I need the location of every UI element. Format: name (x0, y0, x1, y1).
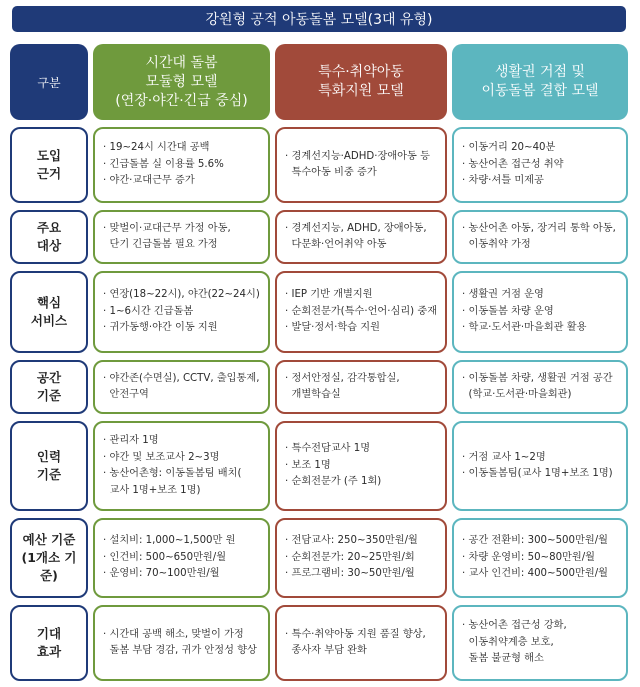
cell-local-hub (452, 210, 628, 264)
cell-special-needs (275, 127, 447, 203)
row-label-text: 핵심 서비스 (30, 295, 68, 328)
cell-text: · 특수·취약아동 지원 품질 향상, 종사자 부담 완화 (285, 628, 426, 656)
cell-special-needs (275, 210, 447, 264)
cell-text: · 거점 교사 1~2명 · 이동돌봄팀(교사 1명+보조 1명) (462, 451, 613, 479)
row-label (10, 421, 88, 511)
row-label (10, 210, 88, 264)
cell-time-module (93, 421, 270, 511)
row-label-text: 기대 효과 (36, 626, 62, 659)
cell-special-needs (275, 360, 447, 414)
cell-time-module (93, 127, 270, 203)
cell-local-hub (452, 360, 628, 414)
cell-special-needs (275, 421, 447, 511)
cell-text: · 전담교사: 250~350만원/월 · 순회전문가: 20~25만원/회 · 프로그램비: 30~50만원/월 (285, 535, 418, 580)
cell-text: · 맞벌이·교대근무 가정 아동, 단기 긴급돌봄 필요 가정 (103, 222, 231, 250)
cell-special-needs (275, 518, 447, 598)
column-header-time-module (93, 44, 270, 120)
cell-time-module (93, 271, 270, 353)
cell-local-hub (452, 421, 628, 511)
cell-text: · 특수전담교사 1명 · 보조 1명 · 순회전문가 (주 1회) (285, 443, 382, 488)
cell-text: · 생활권 거점 운영 · 이동돌봄 차량 운영 · 학교·도서관·마을회관 활용 (462, 289, 587, 334)
row-label-text: 주요 대상 (36, 220, 62, 253)
row-label-text: 공간 기준 (36, 370, 62, 403)
cell-text: · 야간존(수면실), CCTV, 출입통제, 안전구역 (103, 372, 260, 400)
cell-text: · 정서안정실, 감각통합실, 개별학습실 (285, 372, 400, 400)
row-label (10, 271, 88, 353)
page-title (12, 6, 626, 32)
cell-time-module (93, 360, 270, 414)
cell-local-hub (452, 605, 628, 681)
column-header-label: 생활권 거점 및 이동돌봄 결합 모델 (481, 64, 599, 99)
cell-text: · 농산어촌 접근성 강화, 이동취약계층 보호, 돌봄 불균형 해소 (462, 620, 567, 665)
cell-local-hub (452, 518, 628, 598)
row-label (10, 518, 88, 598)
cell-text: · 이동거리 20~40분 · 농산어촌 접근성 취약 · 차량·셔틀 미제공 (462, 142, 564, 187)
row-label-text: 예산 기준 (1개소 기준) (21, 532, 77, 583)
cell-text: · 설치비: 1,000~1,500만 원 · 인건비: 500~650만원/월 · 운영비: 70~100만원/월 (103, 535, 236, 580)
cell-text: · 시간대 공백 해소, 맞벌이 가정 돌봄 부담 경감, 귀가 안정성 향상 (103, 628, 257, 656)
cell-text: · 경계선지능, ADHD, 장애아동, 다문화·언어취약 아동 (285, 222, 427, 250)
model-table (10, 44, 628, 681)
cell-text: · 19~24시 시간대 공백 · 긴급돌봄 실 이용률 5.6% · 야간·교대근무 증가 (103, 142, 224, 187)
cell-special-needs (275, 271, 447, 353)
column-header-special-needs (275, 44, 447, 120)
column-header-local-hub (452, 44, 628, 120)
cell-local-hub (452, 127, 628, 203)
cell-local-hub (452, 271, 628, 353)
cell-text: · 이동돌봄 차량, 생활권 거점 공간 (학교·도서관·마을회관) (462, 372, 613, 400)
cell-text: · 공간 전환비: 300~500만원/월 · 차량 운영비: 50~80만원/월 · 교사 인건비: 400~500만원/월 (462, 535, 608, 580)
row-label (10, 127, 88, 203)
cell-special-needs (275, 605, 447, 681)
column-header-label: 시간대 돌봄 모듈형 모델 (연장·야간·긴급 중심) (115, 54, 248, 109)
corner-label: 구분 (37, 75, 61, 90)
corner-header (10, 44, 88, 120)
column-header-label: 특수·취약아동 특화지원 모델 (318, 64, 404, 99)
row-label (10, 605, 88, 681)
cell-text: · IEP 기반 개별지원 · 순회전문가(특수·언어·심리) 중재 · 발달·정서·학습 지원 (285, 289, 438, 334)
row-label-text: 도입 근거 (36, 148, 62, 181)
row-label (10, 360, 88, 414)
cell-text: · 연장(18~22시), 야간(22~24시) · 1~6시간 긴급돌봄 · 귀가동행·야간 이동 지원 (103, 289, 260, 334)
cell-time-module (93, 605, 270, 681)
cell-text: · 농산어촌 아동, 장거리 통학 아동, 이동취약 가정 (462, 222, 616, 250)
cell-text: · 관리자 1명 · 야간 및 보조교사 2~3명 · 농산어촌형: 이동돌봄팀 배치( 교사 1명+보조 1명) (103, 435, 242, 496)
cell-time-module (93, 518, 270, 598)
cell-time-module (93, 210, 270, 264)
row-label-text: 인력 기준 (36, 449, 62, 482)
cell-text: · 경계선지능·ADHD·장애아동 등 특수아동 비중 증가 (285, 150, 430, 178)
page-title-text: 강원형 공적 아동돌봄 모델(3대 유형) (205, 12, 433, 28)
